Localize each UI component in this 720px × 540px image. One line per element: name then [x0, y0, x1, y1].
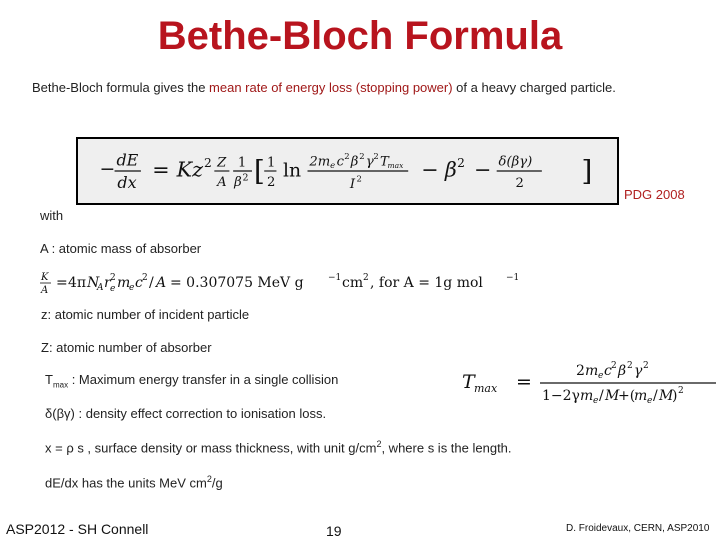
svg-text:cm: cm: [342, 275, 364, 291]
svg-text:β: β: [350, 154, 359, 170]
svg-text:=: =: [152, 157, 170, 182]
intro-text: [32, 80, 616, 95]
svg-text:e: e: [593, 396, 599, 406]
svg-text:γ: γ: [634, 363, 643, 379]
svg-text:]: ]: [581, 154, 593, 188]
svg-text:T: T: [462, 371, 475, 393]
svg-text:2: 2: [457, 156, 465, 171]
svg-text:=: =: [56, 275, 68, 291]
tmax-symbol: T: [45, 372, 53, 387]
svg-text:2: 2: [359, 150, 365, 161]
svg-text:c: c: [135, 275, 143, 291]
svg-text:Z: Z: [217, 155, 227, 171]
svg-text:/: /: [599, 388, 604, 404]
svg-text:2: 2: [267, 175, 276, 191]
svg-text:Kz: Kz: [176, 157, 204, 182]
svg-text:−: −: [421, 157, 439, 182]
page-number: 19: [326, 523, 342, 539]
bethe-bloch-formula-box: [76, 137, 619, 205]
x-superscript: 2: [376, 439, 382, 449]
intro-highlight: mean rate of energy loss (stopping power): [209, 80, 453, 95]
svg-text:dE: dE: [116, 150, 139, 170]
svg-text:+(: +(: [618, 388, 636, 404]
svg-text:ln: ln: [283, 160, 302, 182]
svg-text:β: β: [444, 157, 457, 182]
svg-text:e: e: [330, 160, 336, 171]
svg-text:/: /: [149, 275, 154, 291]
svg-text:2: 2: [242, 172, 249, 184]
slide-title: Bethe-Bloch Formula: [157, 14, 563, 58]
svg-text:1: 1: [267, 155, 276, 171]
svg-text:2: 2: [627, 361, 633, 371]
svg-text:max: max: [387, 161, 404, 171]
svg-text:1: 1: [237, 155, 247, 171]
units-note: [45, 474, 223, 490]
definition-incident-z: z: atomic number of incident particle: [41, 307, 250, 322]
svg-text:m: m: [585, 363, 599, 379]
svg-text:=: =: [516, 371, 532, 393]
svg-text:e: e: [647, 396, 653, 406]
svg-text:2m: 2m: [309, 154, 331, 170]
footer-credit: D. Froidevaux, CERN, ASP2010: [566, 523, 710, 534]
svg-text:2: 2: [678, 386, 684, 396]
svg-text:/: /: [653, 388, 658, 404]
tmax-text: : Maximum energy transfer in a single collision: [68, 372, 339, 387]
intro-suffix: of a heavy charged particle.: [452, 80, 616, 95]
svg-text:2: 2: [142, 273, 148, 283]
svg-text:γ: γ: [365, 154, 374, 170]
intro-prefix: Bethe-Bloch formula gives the: [32, 80, 210, 95]
svg-text:[: [: [253, 154, 265, 188]
definition-tmax: [45, 372, 338, 390]
svg-text:I: I: [349, 176, 356, 192]
svg-text:= 0.307075 MeV g: = 0.307075 MeV g: [170, 275, 304, 291]
svg-text:A: A: [156, 275, 167, 291]
svg-text:2: 2: [611, 361, 617, 371]
svg-text:1−2γ: 1−2γ: [542, 388, 580, 404]
svg-text:c: c: [604, 363, 612, 379]
svg-text:β: β: [234, 175, 242, 191]
x-text: x = ρ s , surface density or mass thickness, with unit g/cm: [45, 440, 377, 456]
footer-author: ASP2012 - SH Connell: [6, 521, 149, 537]
svg-text:r: r: [104, 275, 111, 291]
svg-text:−: −: [99, 158, 116, 180]
svg-text:dx: dx: [117, 172, 137, 192]
svg-text:c: c: [336, 154, 345, 170]
svg-text:2: 2: [363, 273, 369, 283]
units-suffix: /g: [211, 475, 223, 491]
bethe-bloch-formula: [78, 139, 617, 203]
svg-text:2: 2: [576, 363, 585, 379]
x-suffix: , where s is the length.: [381, 440, 512, 456]
svg-text:e: e: [129, 283, 135, 293]
svg-text:e: e: [110, 284, 116, 294]
definition-atomic-mass: A : atomic mass of absorber: [40, 241, 202, 256]
svg-text:2: 2: [373, 150, 379, 161]
svg-text:N: N: [87, 275, 100, 291]
svg-text:M: M: [659, 388, 674, 404]
svg-text:max: max: [474, 382, 498, 395]
svg-text:−: −: [474, 157, 492, 182]
svg-text:m: m: [634, 388, 648, 404]
svg-text:β: β: [618, 363, 627, 379]
svg-text:): ): [672, 388, 678, 404]
units-superscript: 2: [206, 474, 212, 484]
units-text: dE/dx has the units MeV cm: [45, 475, 207, 491]
with-label: with: [40, 208, 64, 223]
svg-text:−1: −1: [328, 273, 342, 283]
tmax-subscript: max: [52, 380, 69, 390]
svg-text:2: 2: [344, 150, 350, 161]
svg-text:e: e: [598, 371, 604, 381]
svg-text:m: m: [117, 275, 131, 291]
tmax-formula: [458, 355, 720, 415]
source-note: PDG 2008: [624, 187, 685, 202]
svg-text:δ(βγ): δ(βγ): [498, 154, 533, 170]
svg-text:2: 2: [110, 273, 116, 283]
svg-text:, for A = 1g mol: , for A = 1g mol: [370, 275, 483, 291]
svg-text:T: T: [379, 154, 389, 170]
definition-mass-thickness: [45, 439, 512, 455]
definition-density-effect: δ(βγ) : density effect correction to ionisation loss.: [45, 406, 327, 421]
svg-text:2: 2: [356, 173, 362, 184]
definition-absorber-Z: Z: atomic number of absorber: [41, 340, 212, 355]
svg-text:M: M: [605, 388, 620, 404]
svg-text:A: A: [97, 283, 104, 293]
svg-text:A: A: [41, 285, 49, 296]
svg-text:K: K: [41, 272, 49, 283]
svg-text:2: 2: [515, 176, 524, 191]
svg-text:m: m: [580, 388, 594, 404]
svg-text:2: 2: [203, 156, 212, 171]
k-constant-formula: [38, 268, 538, 298]
svg-text:2: 2: [643, 361, 649, 371]
svg-text:A: A: [217, 175, 227, 191]
svg-text:−1: −1: [506, 273, 520, 283]
svg-text:4π: 4π: [68, 275, 87, 291]
